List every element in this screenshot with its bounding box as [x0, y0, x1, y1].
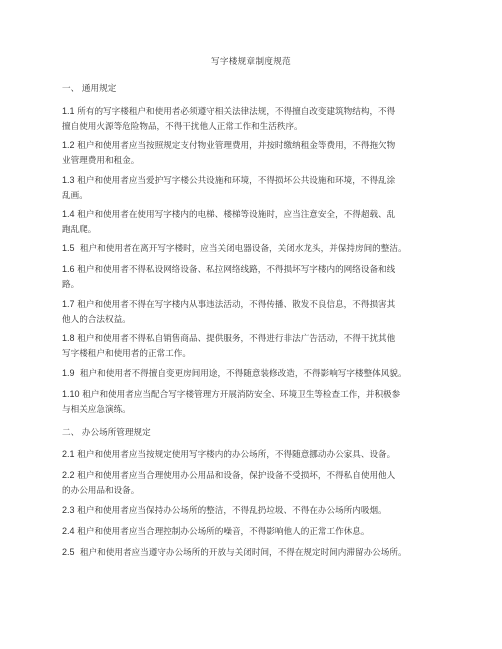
clause-text: 租户和使用者应当保持办公场所的整洁，不得乱扔垃圾、不得在办公场所内吸烟。: [77, 506, 387, 516]
clause-number: 1.9: [62, 368, 75, 378]
clause-number: 2.1: [62, 449, 75, 459]
clause-1-1: [62, 104, 446, 134]
clause-number: 1.3: [62, 175, 75, 185]
clause-number: 1.7: [62, 299, 75, 309]
clause-text: 业管理费用和租金。: [62, 155, 140, 166]
clause-text: 乱画。: [62, 190, 88, 201]
clause-text: 写字楼租户和使用者的正常工作。: [62, 348, 191, 359]
clause-text: 跑乱爬。: [62, 224, 97, 235]
clause-text: 擅自使用火源等危险物品，不得干扰他人正常工作和生活秩序。: [62, 121, 303, 132]
clause-text: 租户和使用者不得在写字楼内从事违法活动，不得传播、散发不良信息，不得损害其: [77, 300, 396, 310]
clause-text: 租户和使用者应当按规定使用写字楼内的办公场所，不得随意挪动办公家具、设备。: [77, 450, 396, 460]
clause-text: 的办公用品和设备。: [62, 485, 140, 496]
clause-number: 2.4: [62, 526, 75, 536]
document-title: 写字楼规章制度规范: [210, 57, 292, 67]
clause-1-9: [62, 366, 446, 382]
clause-text: 他人的合法权益。: [62, 314, 131, 325]
clause-number: 1.4: [62, 209, 75, 219]
clause-text: 租户和使用者应当配合写字楼管理方开展消防安全、环境卫生等检查工作，并积极参: [82, 390, 401, 400]
clause-1-10: [62, 387, 446, 417]
clause-number: 1.6: [62, 264, 75, 274]
clause-text: 租户和使用者应当按照规定支付物业管理费用，并按时缴纳租金等费用，不得拖欠物: [77, 141, 396, 151]
clause-text: 租户和使用者在使用写字楼内的电梯、楼梯等设施时，应当注意安全，不得超载、乱: [77, 210, 396, 220]
clause-text: 租户和使用者应当遵守办公场所的开放与关闭时间，不得在规定时间内滞留办公场所。: [79, 548, 407, 558]
clause-text: 租户和使用者应当合理控制办公场所的噪音，不得影响他人的正常工作休息。: [77, 527, 370, 537]
clause-number: 2.3: [62, 505, 75, 515]
clause-2-4: [62, 524, 446, 540]
clause-number: 2.2: [62, 470, 75, 480]
clause-text: 租户和使用者应当爱护写字楼公共设施和环境，不得损坏公共设施和环境，不得乱涂: [77, 176, 396, 186]
clause-2-2: [62, 468, 446, 498]
clause-number: 1.2: [62, 140, 75, 150]
clause-number: 1.1: [62, 106, 75, 116]
clause-text: 所有的写字楼租户和使用者必须遵守相关法律法规，不得擅自改变建筑物结构，不得: [77, 107, 396, 117]
clause-number: 1.5: [62, 243, 75, 253]
clause-1-4: [62, 207, 446, 237]
section-heading-office: 二、 办公场所管理规定: [62, 428, 151, 438]
clause-1-5: [62, 241, 446, 257]
clause-number: 2.5: [62, 547, 75, 557]
clause-2-1: [62, 447, 446, 463]
clause-1-2: [62, 138, 446, 168]
clause-text: 租户和使用者不得私自销售商品、提供服务，不得进行非法广告活动，不得干扰其他: [77, 334, 396, 344]
clause-2-5: [62, 545, 446, 561]
section-heading-general: 一、 通用规定: [62, 84, 117, 94]
clause-text: 租户和使用者应当合理使用办公用品和设备，保护设备不受损坏，不得私自使用他人: [77, 471, 396, 481]
clause-number: 1.10: [62, 389, 80, 399]
clause-1-3: [62, 173, 446, 203]
clause-text: 路。: [62, 279, 80, 290]
clause-1-8: [62, 331, 446, 361]
clause-2-3: [62, 503, 446, 519]
clause-text: 租户和使用者不得私设网络设备、私拉网络线路，不得损坏写字楼内的网络设备和线: [77, 265, 396, 275]
clause-number: 1.8: [62, 333, 75, 343]
clause-text: 与相关应急演练。: [62, 404, 131, 415]
clause-text: 租户和使用者不得擅自变更房间用途，不得随意装修改造，不得影响写字楼整体风貌。: [79, 369, 407, 379]
clause-1-7: [62, 297, 446, 327]
clause-text: 租户和使用者在离开写字楼时，应当关闭电器设备，关闭水龙头，并保持房间的整洁。: [79, 244, 407, 254]
clause-1-6: [62, 262, 446, 292]
